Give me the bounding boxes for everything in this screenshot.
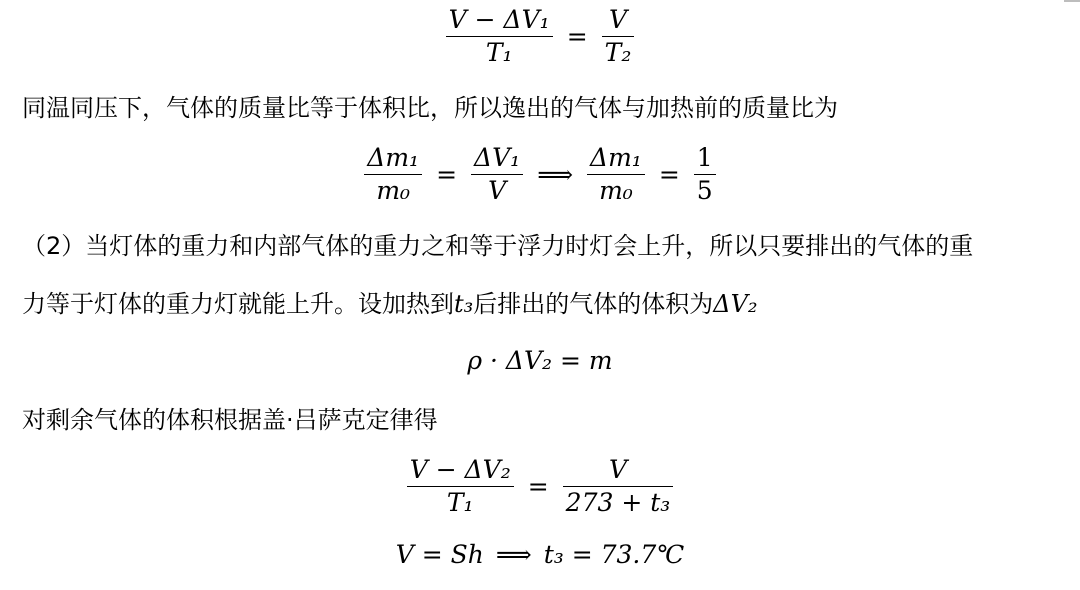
equation-charles-law-2 <box>0 454 1080 519</box>
page-edge-mark <box>1064 0 1080 2</box>
fraction <box>471 142 523 207</box>
numerator: V <box>608 455 628 484</box>
paragraph-line: 同温同压下，气体的质量比等于体积比，所以逸出的气体与加热前的质量比为 <box>22 94 838 122</box>
fraction <box>446 4 553 69</box>
fraction <box>694 142 716 207</box>
fraction <box>407 454 514 519</box>
denominator: 273 + t₃ <box>565 488 671 517</box>
equation-text: ρ · ΔV₂ = m <box>467 346 613 375</box>
variable-delta-v2: ΔV₂ <box>713 290 758 318</box>
denominator: T₁ <box>485 38 513 67</box>
equation-rhs: t₃ = 73.7℃ <box>543 540 685 569</box>
numerator: Δm₁ <box>590 143 642 172</box>
fraction <box>563 454 674 519</box>
implies-arrow: ⟹ <box>495 540 532 569</box>
paragraph-line <box>22 288 1070 320</box>
equation-mass-ratio <box>0 142 1080 207</box>
paragraph-line: 对剩余气体的体积根据盖·吕萨克定律得 <box>22 406 438 434</box>
numerator: 1 <box>696 143 713 172</box>
numerator: V − ΔV₂ <box>409 455 511 484</box>
denominator: 5 <box>696 176 713 205</box>
equals-sign: = <box>527 472 549 501</box>
fraction <box>364 142 422 207</box>
equals-sign: = <box>658 160 680 189</box>
equation-result <box>0 540 1080 569</box>
fraction <box>602 4 635 69</box>
implies-arrow: ⟹ <box>537 160 574 189</box>
equation-lhs: V = Sh <box>395 540 484 569</box>
variable-t3: t₃ <box>454 290 474 318</box>
denominator: T₁ <box>446 488 474 517</box>
numerator: V − ΔV₁ <box>448 5 550 34</box>
denominator: m₀ <box>599 176 633 205</box>
equation-charles-law-1 <box>0 4 1080 69</box>
text-run: 力等于灯体的重力灯就能上升。设加热到 <box>22 290 454 318</box>
equals-sign: = <box>436 160 458 189</box>
fraction <box>587 142 645 207</box>
equation-density <box>0 346 1080 375</box>
numerator: Δm₁ <box>367 143 420 172</box>
text-run: 后排出的气体的体积为 <box>473 290 714 318</box>
equals-sign: = <box>566 22 588 51</box>
denominator: T₂ <box>604 38 632 67</box>
denominator: m₀ <box>376 176 411 205</box>
numerator: V <box>608 5 628 34</box>
denominator: V <box>488 176 507 205</box>
paragraph-line: （2）当灯体的重力和内部气体的重力之和等于浮力时灯会上升，所以只要排出的气体的重 <box>22 232 974 260</box>
numerator: ΔV₁ <box>474 143 521 172</box>
